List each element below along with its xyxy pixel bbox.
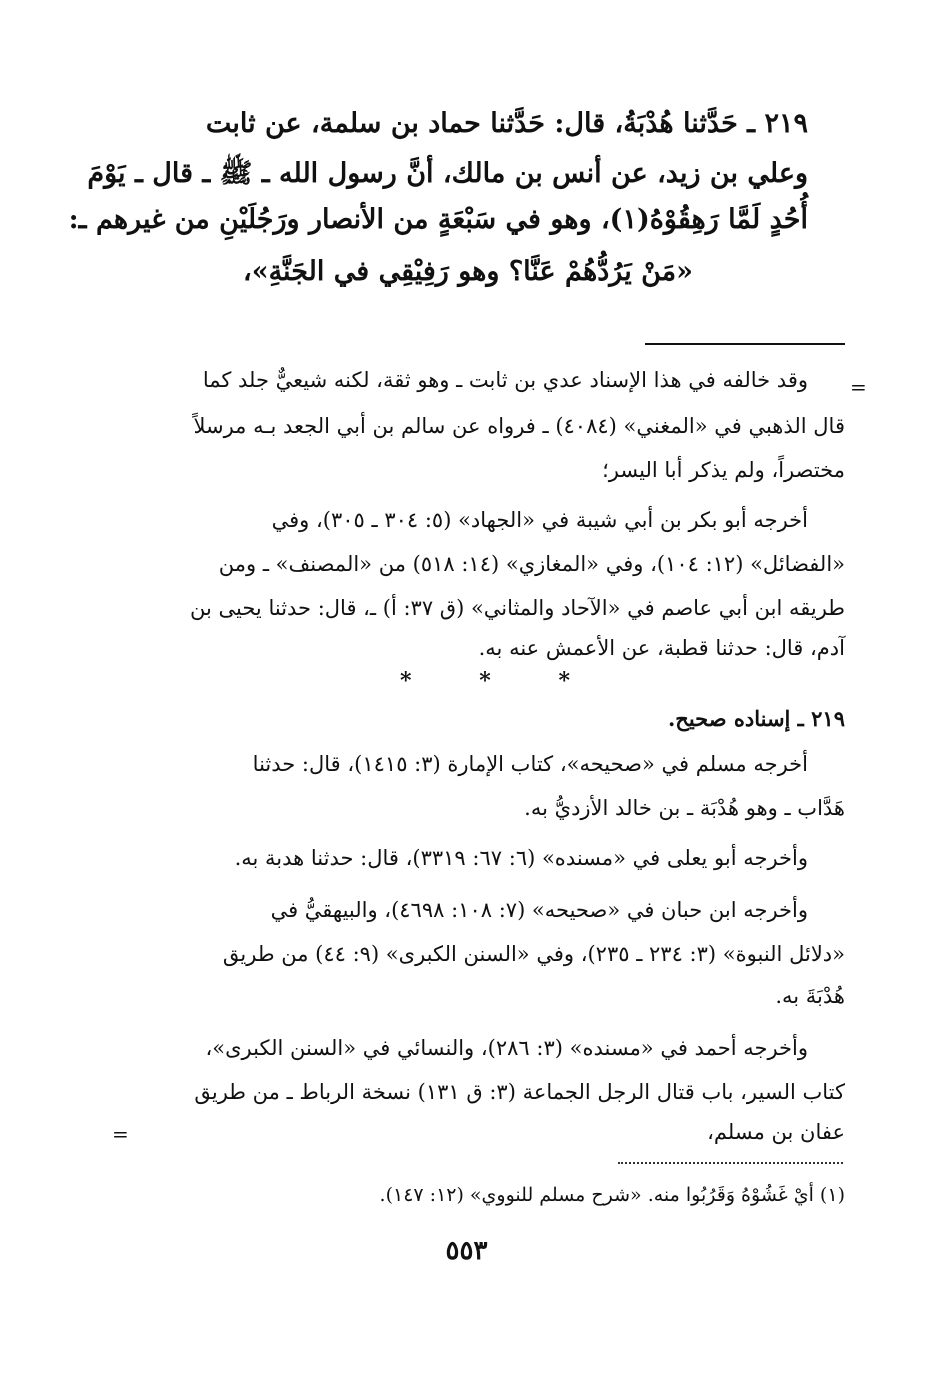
commentary-line: «دلائل النبوة» (٣: ٢٣٤ ـ ٢٣٥)، وفي «السنن الكبرى» (٩: ٤٤) من طريق bbox=[222, 942, 845, 966]
continued-marker: = bbox=[850, 375, 867, 399]
hadith-line-3: أُحُدٍ لَمَّا رَهِقُوْهُ(١)، وهو في سَبْعَةٍ من الأنصار ورَجُلَيْنِ من غيرهم ـ: bbox=[68, 204, 808, 235]
footnote: (١) أيْ غَشُوْهُ وَقَرُبُوا منه. «شرح مسلم للنووي» (١٢: ١٤٧). bbox=[379, 1184, 845, 1206]
commentary-line: «الفضائل» (١٢: ١٠٤)، وفي «المغازي» (١٤: ٥١٨) من «المصنف» ـ ومن bbox=[218, 552, 845, 576]
commentary-line: طريقه ابن أبي عاصم في «الآحاد والمثاني» (ق ٣٧: أ) ـ، قال: حدثنا يحيى بن bbox=[190, 596, 845, 620]
star: * bbox=[558, 668, 570, 694]
hadith-line-4: «مَنْ يَرُدُّهُمْ عَنَّا؟ وهو رَفِيْقِي في الجَنَّةِ»، bbox=[242, 256, 693, 287]
continued-marker: = bbox=[112, 1122, 129, 1146]
commentary-line: وأخرجه أحمد في «مسنده» (٣: ٢٨٦)، والنسائي في «السنن الكبرى»، bbox=[205, 1036, 808, 1060]
commentary-line: وأخرجه ابن حبان في «صحيحه» (٧: ١٠٨: ٤٦٩٨)، والبيهقيُّ في bbox=[270, 898, 808, 922]
star: * bbox=[400, 668, 412, 694]
commentary-line: كتاب السير، باب قتال الرجل الجماعة (٣: ق ١٣١) نسخة الرباط ـ من طريق bbox=[194, 1080, 845, 1104]
commentary-line: مختصراً، ولم يذكر أبا اليسر؛ bbox=[602, 458, 845, 482]
footnote-separator bbox=[618, 1162, 843, 1164]
star: * bbox=[479, 668, 491, 694]
section-heading: ٢١٩ ـ إسناده صحيح. bbox=[667, 706, 845, 731]
section-stars bbox=[400, 668, 570, 694]
hadith-line-1: ٢١٩ ـ حَدَّثنا هُدْبَةُ، قال: حَدَّثنا حماد بن سلمة، عن ثابت bbox=[205, 108, 808, 139]
hadith-line-2: وعلي بن زيد، عن أنس بن مالك، أنَّ رسول الله ـ ﷺ ـ قال ـ يَوْمَ bbox=[87, 158, 808, 189]
page-number: ٥٥٣ bbox=[445, 1236, 488, 1266]
commentary-line: هُدْبَةَ به. bbox=[775, 984, 845, 1008]
commentary-line: أخرجه مسلم في «صحيحه»، كتاب الإمارة (٣: ١٤١٥)، قال: حدثنا bbox=[252, 752, 808, 776]
commentary-line: عفان بن مسلم، bbox=[707, 1120, 845, 1144]
commentary-line: قال الذهبي في «المغني» (٤٠٨٤) ـ فرواه عن سالم بن أبي الجعد بـه مرسلاً bbox=[193, 414, 845, 438]
commentary-line: وأخرجه أبو يعلى في «مسنده» (٦: ٦٧: ٣٣١٩)، قال: حدثنا هدبة به. bbox=[234, 846, 808, 870]
separator-rule bbox=[645, 343, 845, 345]
commentary-line: هَدَّاب ـ وهو هُدْبَة ـ بن خالد الأزديُّ به. bbox=[524, 796, 845, 820]
commentary-line: آدم، قال: حدثنا قطبة، عن الأعمش عنه به. bbox=[478, 636, 845, 660]
commentary-line: وقد خالفه في هذا الإسناد عدي بن ثابت ـ وهو ثقة، لكنه شيعيٌّ جلد كما bbox=[202, 368, 808, 392]
commentary-line: أخرجه أبو بكر بن أبي شيبة في «الجهاد» (٥: ٣٠٤ ـ ٣٠٥)، وفي bbox=[271, 508, 808, 532]
